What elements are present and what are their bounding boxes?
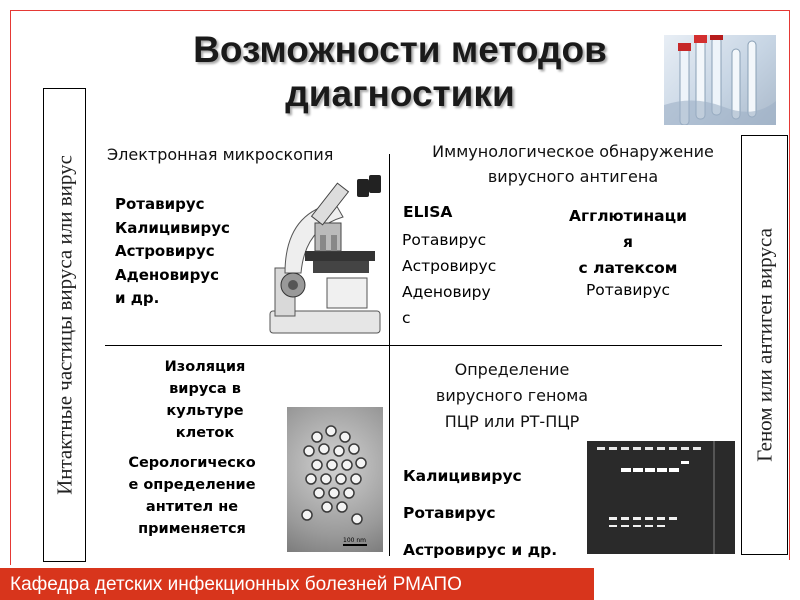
right-vertical-label: Геном или антиген вируса [752,228,776,462]
agglutination-line: с латексом [578,259,678,277]
right-vertical-box [741,135,788,555]
isolation-line: клеток [175,425,235,441]
elisa-title: ELISA [403,203,453,221]
immunological-detection-heading [373,139,773,189]
isolation-line: вируса в [169,381,241,397]
electron-microscopy-heading: Электронная микроскопия [107,145,334,164]
isolation-line: Изоляция [164,359,246,375]
frame-left-line [10,10,11,565]
serology-line: Серологическо [128,455,256,471]
frame-right-line [789,10,790,560]
heading-line: Иммунологическое обнаружение [432,142,714,161]
heading-line: Определение [454,360,570,379]
heading-line: вирусного антигена [487,167,659,186]
slide-title [130,28,670,116]
footer-bar [0,568,594,600]
list-item: Астровирус [115,242,215,260]
serology-line: применяется [138,521,246,537]
microscope-photo [265,173,385,338]
pcr-gel-photo [587,441,735,554]
list-item: Ротавирус [402,231,487,249]
elisa-virus-list [402,227,496,331]
list-item: Калицивирус [115,218,230,237]
list-item: Астровирус и др. [403,541,558,559]
agglutination-line: я [623,233,633,251]
horizontal-divider [105,345,722,346]
serology-line: антител не [145,499,239,515]
list-item: Калицивирус [403,467,522,485]
title-line-1: Возможности методов [193,29,607,70]
virus-isolation-text [140,356,270,444]
serology-text [107,452,277,540]
scale-bar-label: 100 nm [343,537,367,544]
isolation-line: культуре [166,403,244,419]
footer-text: Кафедра детских инфекционных болезней РМАПО [10,574,462,595]
agglutination-title [538,203,718,281]
test-tubes-photo [664,35,776,125]
heading-line: вирусного генома [435,386,589,405]
heading-line: ПЦР или РТ-ПЦР [444,412,580,431]
genome-detection-heading [392,357,632,435]
list-item: Астровирус [402,257,497,275]
list-item: Ротавирус [115,195,205,213]
left-vertical-label: Интактные частицы вируса или вирус [52,155,76,495]
list-item: с [402,309,411,327]
list-item: Аденовиру [402,283,491,301]
title-line-2: диагностики [285,73,515,114]
agglutination-line: Агглютинаци [569,207,687,225]
serology-line: е определение [128,477,256,493]
frame-top-line [10,10,790,11]
list-item: Аденовирус [115,265,219,284]
pcr-virus-list [403,458,557,569]
agglutination-virus: Ротавирус [585,281,671,299]
list-item: и др. [115,289,160,307]
list-item: Ротавирус [403,504,496,522]
vertical-divider [389,154,390,556]
electron-micrograph-photo [287,407,383,552]
left-vertical-box [43,88,86,562]
em-virus-list [115,193,230,311]
